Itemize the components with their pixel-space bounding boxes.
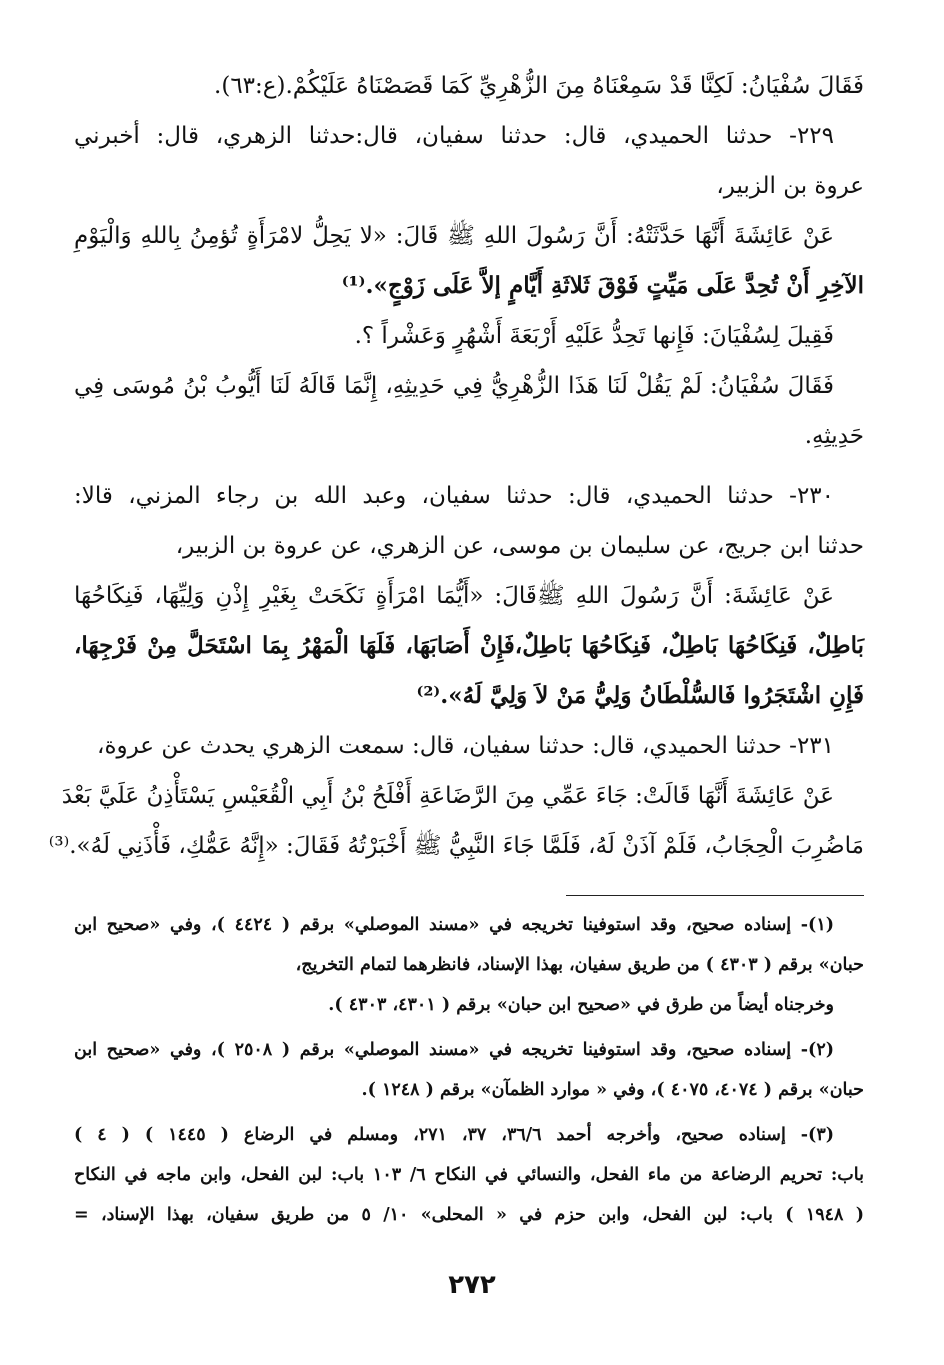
hadith-229-matn: عَنْ عَائِشَةَ أَنَّهَا حَدَّثَتْهُ: أَنَّ رَسُولَ اللهِ ﷺ قَالَ: «لا يَحِلُّ لامْرَأَةٍ تُؤمِنُ بِاللهِ وَالْيَوْمِ <box>74 223 834 249</box>
footnote-1-line-2: حبان» برقم ( ٤٣٠٣ ) من طريق سفيان، بهذا الإسناد، فانظرهما لتمام التخريج، <box>295 955 864 975</box>
hadith-230-matn: عَنْ عَائِشَةَ: أَنَّ رَسُولَ اللهِ ﷺقَالَ: «أَيُّمَا امْرَأَةٍ نَكَحَتْ بِغَيْرِ إِذْنِ وَلِيِّهَا، فَنِكَاحُهَا <box>74 583 834 609</box>
footnote-1-line-1: (١)- إسناده صحيح، وقد استوفينا تخريجه في «مسند الموصلي» برقم ( ٤٤٢٤ )، وفي «صحيح ابن <box>74 915 834 935</box>
text-line-16: مَاضُرِبَ الْحِجَابُ، فَلَمْ آذَنْ لَهُ، فَلَمَّا جَاءَ النَّبِيُّ ﷺ أَخْبَرْتُهُ فَقَالَ: «إِنَّهُ عَمُّكِ، فَأْذَنِي لَهُ».⁽³⁾ <box>48 833 864 859</box>
footnote-2-line-1: (٢)- إسناده صحيح، وقد استوفينا تخريجه في «مسند الموصلي» برقم ( ٢٥٠٨ )، وفي «صحيح ابن <box>74 1040 834 1060</box>
text-line-6: فَقِيلَ لِسُفْيَانَ: فَإِنها تَحِدُّ عَلَيْهِ أَرْبَعَةَ أَشْهُرٍ وَعَشْراً ؟. <box>354 323 834 349</box>
footnote-3-line-1: (٣)- إسناده صحيح، وأخرجه أحمد ٣٦/٦، ٣٧، ٢٧١، ومسلم في الرضاع ( ١٤٤٥ ) ( ٤ ) <box>74 1125 835 1145</box>
hadith-229-isnad: ٢٢٩- حدثنا الحميدي، قال: حدثنا سفيان، قال:حدثنا الزهري، قال: أخبرني <box>74 123 834 149</box>
page-number: ٢٧٢ <box>448 1270 496 1300</box>
footnote-3-line-3: ( ١٩٤٨ ) باب: لبن الفحل، وابن حزم في « المحلى» ١٠/ ٥ من طريق سفيان، بهذا الإسناد، = <box>74 1205 865 1225</box>
text-line-3: عروة بن الزبير، <box>716 173 864 199</box>
text-line-10: حدثنا ابن جريج، عن سليمان بن موسى، عن الزهري، عن عروة بن الزبير، <box>175 533 864 559</box>
hadith-230-isnad: ٢٣٠- حدثنا الحميدي، قال: حدثنا سفيان، وعبد الله بن رجاء المزني، قالا: <box>74 483 834 509</box>
text-line-13: فَإِنِ اشْتَجَرُوا فَالسُّلْطَانُ وَلِيُّ مَنْ لاَ وَلِيَّ لَهُ».⁽²⁾ <box>416 682 864 709</box>
footnote-3-line-2: باب: تحريم الرضاعة من ماء الفحل، والنسائي في النكاح ٦/ ١٠٣ باب: لبن الفحل، وابن ماجه في النكاح <box>74 1165 864 1185</box>
text-line-7: فَقَالَ سُفْيَانُ: لَمْ يَقُلْ لَنَا هَذَا الزُّهْرِيُّ فِي حَدِيثِهِ، إِنَّمَا قَالَهُ لَنَا أَيُّوبُ بْنُ مُوسَى فِي <box>74 373 834 399</box>
text-line-5: الآخِرِ أَنْ تُحِدَّ عَلَى مَيِّتٍ فَوْقَ ثَلاثَةِ أَيَّامٍ إلاَّ عَلَى زَوْجٍ».⁽¹⁾ <box>341 272 864 299</box>
text-line-1: فَقَالَ سُفْيَانُ: لَكِنَّا قَدْ سَمِعْنَاهُ مِنَ الزُّهْرِيِّ كَمَا قَصَصْنَاهُ عَلَيْكُمْ.(ع:٦٣). <box>214 73 864 99</box>
text-line-8: حَدِيثِهِ. <box>804 423 864 449</box>
text-line-12: بَاطِلٌ، فَنِكَاحُهَا بَاطِلٌ، فَنِكَاحُهَا بَاطِلٌ،فَإِنْ أَصَابَهَا، فَلَهَا الْمَهْرُ بِمَا اسْتَحَلَّ مِنْ فَرْجِهَا، <box>74 632 864 659</box>
hadith-231-matn: عَنْ عَائِشَةَ أَنَّهَا قَالَتْ: جَاءَ عَمِّي مِنَ الرَّضَاعَةِ أَفْلَحُ بْنُ أَبِي الْقُعَيْسِ يَسْتَأْذِنُ عَلَيَّ بَعْدَ <box>61 783 834 809</box>
hadith-231-isnad: ٢٣١- حدثنا الحميدي، قال: حدثنا سفيان، قال: سمعت الزهري يحدث عن عروة، <box>97 733 834 759</box>
footnote-1-line-3: وخرجناه أيضاً من طرق في «صحيح ابن حبان» برقم ( ٤٣٠١، ٤٣٠٣ ). <box>328 995 834 1015</box>
footnote-2-line-2: حبان» برقم ( ٤٠٧٤، ٤٠٧٥ )، وفي « موارد الظمآن» برقم ( ١٢٤٨ ). <box>361 1080 864 1100</box>
footnote-separator <box>566 895 864 896</box>
